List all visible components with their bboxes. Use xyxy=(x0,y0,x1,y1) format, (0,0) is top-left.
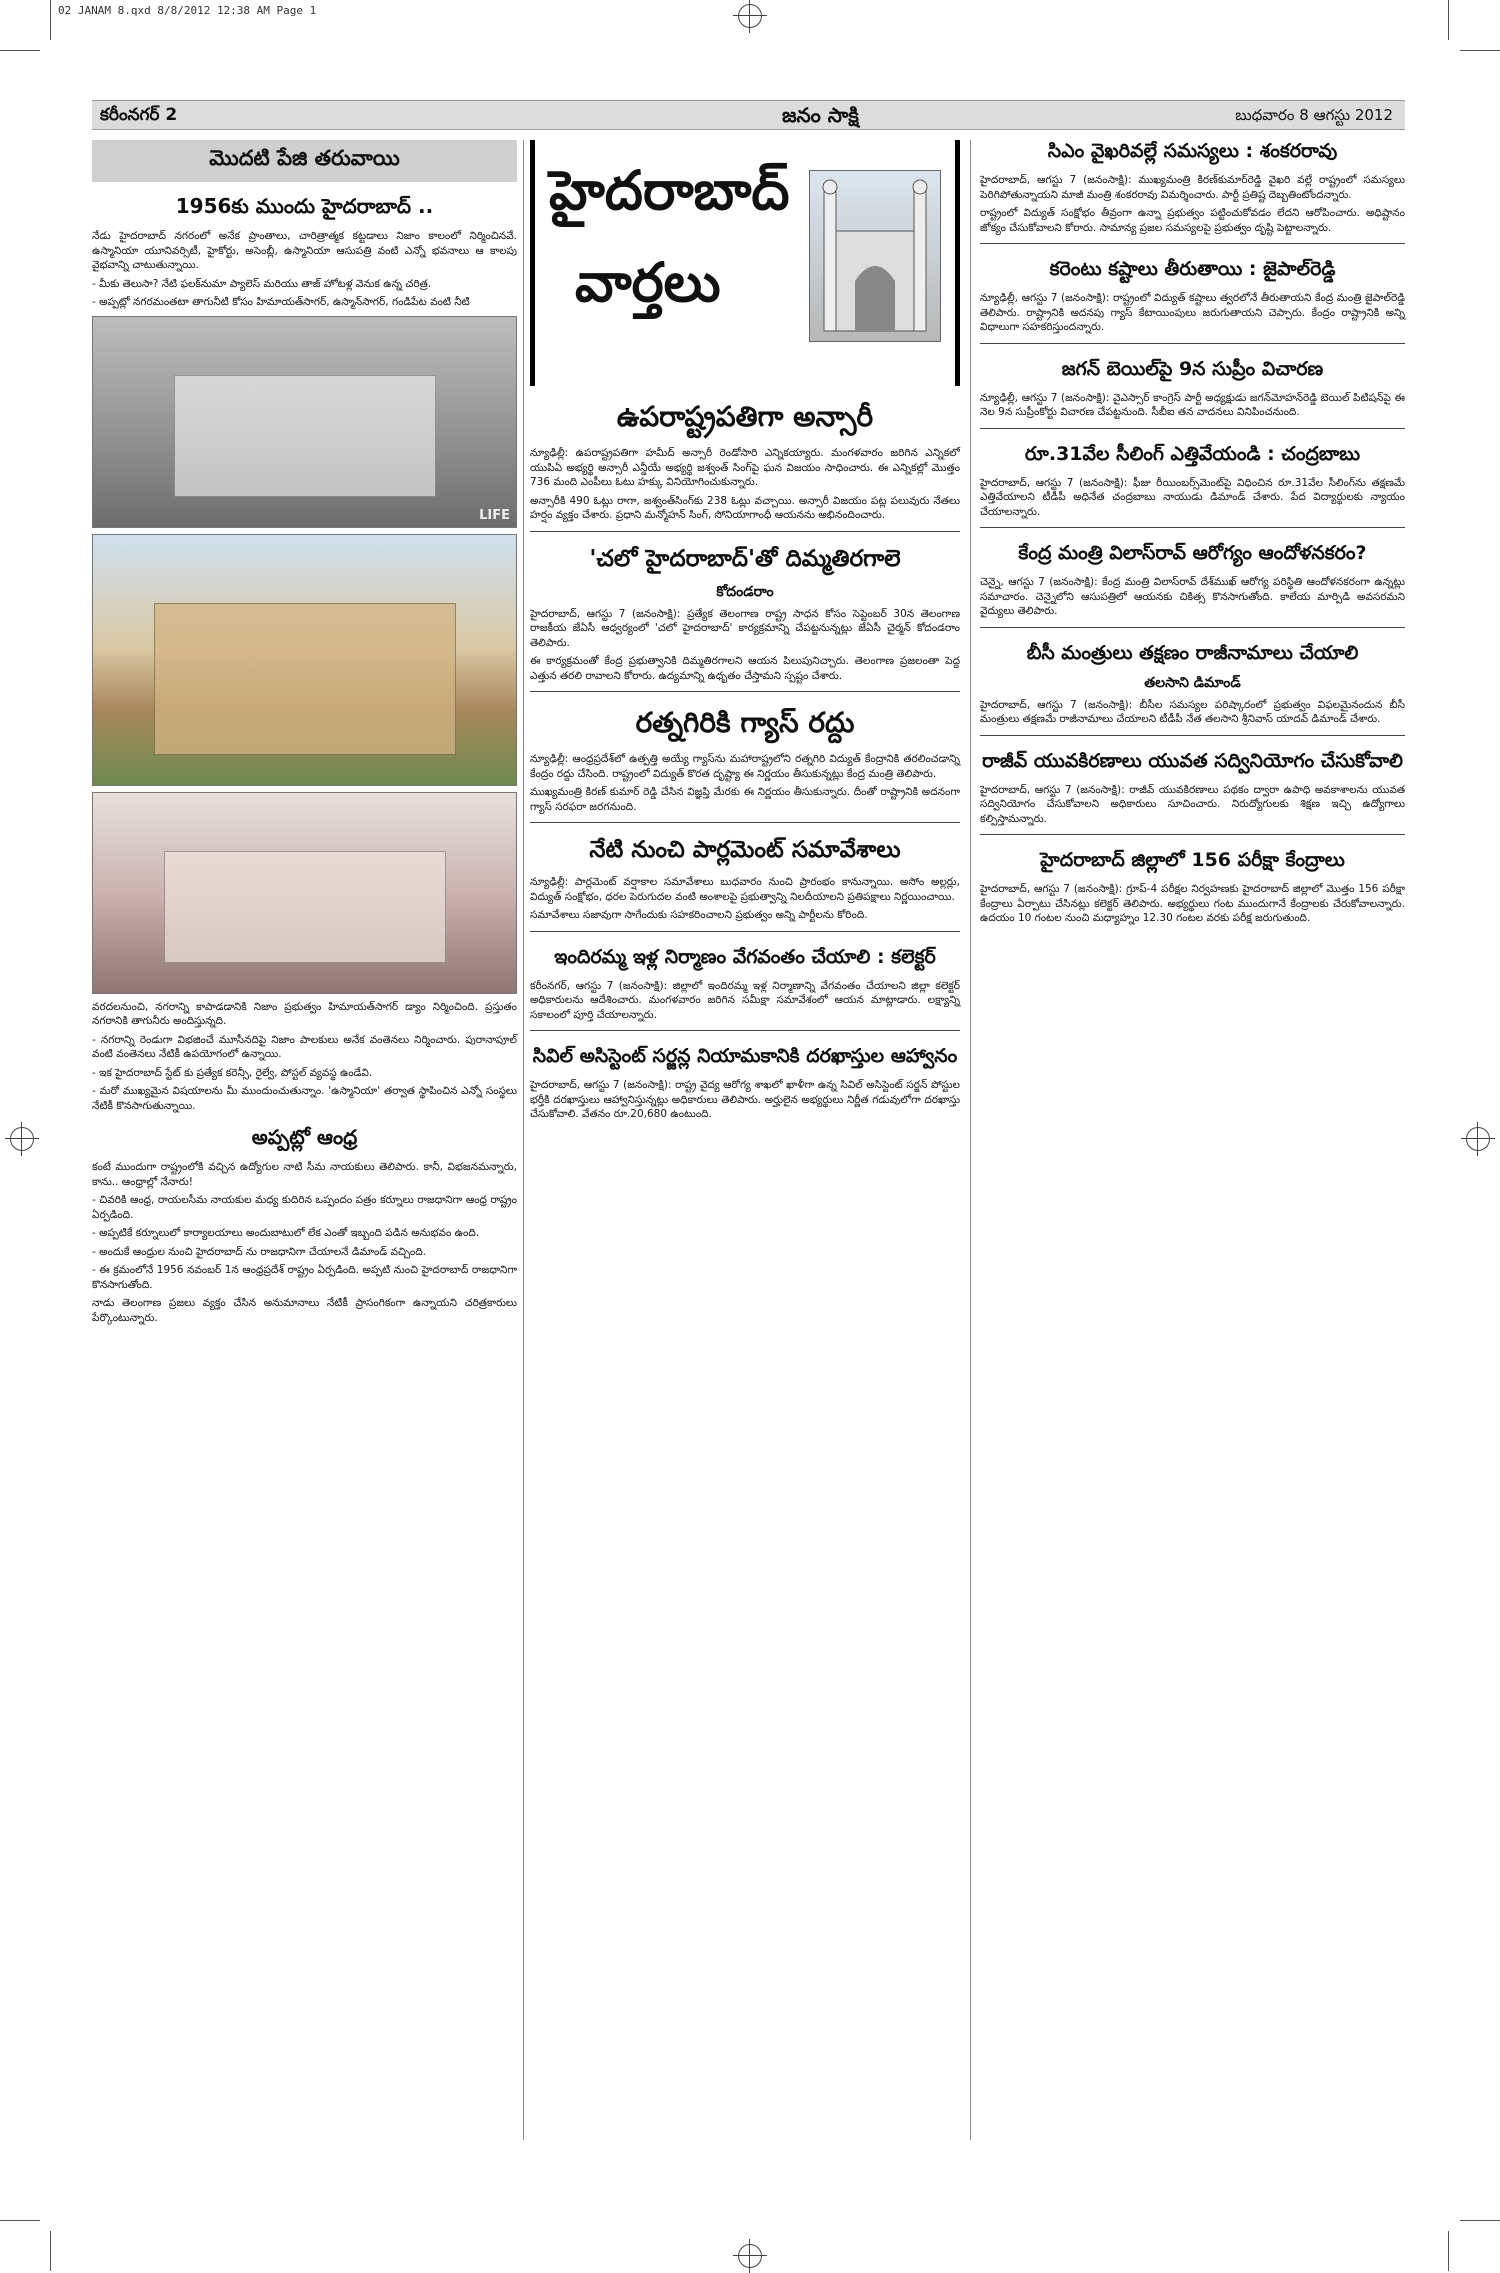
page-date: బుధవారం 8 ఆగస్టు 2012 xyxy=(1235,106,1393,124)
headline: రూ.31వేల సీలింగ్ ఎత్తివేయండి : చంద్రబాబు xyxy=(1024,442,1361,465)
article-paragraph: - మీకు తెలుసా? నేటి ఫలక్‌నుమా ప్యాలెస్ మరియు తాజ్ హోటళ్ల వెనుక ఉన్న చరిత్ర. xyxy=(92,277,432,290)
story-divider xyxy=(530,531,960,532)
story-divider xyxy=(980,243,1405,244)
article-paragraph: - ఈ క్రమంలోనే 1956 నవంబర్ 1న ఆంధ్రప్రదేశ్ రాష్ట్రం ఏర్పడింది. అప్పటి నుంచి హైదరాబాద్ రాజధానిగా కొనసాగుతోంది. xyxy=(92,1264,517,1291)
article-paragraph: న్యూఢిల్లీ: ఉపరాష్ట్రపతిగా హమీద్ అన్సారీ రెండోసారి ఎన్నికయ్యారు. మంగళవారం జరిగిన ఎన్నికలో యుపిఏ అభ్యర్థి అన్సారీ ఎన్డీయే అభ్యర్థి జశ్వంత్ సింగ్‌పై ఘన విజయం సాధించారు. ఈ ఎన్నికల్లో మొత్తం 736 మంది ఎంపీలు ఓటు హక్కు వినియోగించుకున్నారు. xyxy=(530,447,960,488)
byline: తలసాని డిమాండ్ xyxy=(1144,674,1241,691)
trim-mark xyxy=(1460,2220,1500,2221)
historic-palace-photo xyxy=(92,316,517,528)
trim-mark xyxy=(50,2231,51,2271)
article-paragraph: న్యూఢిల్లీ: ఆంధ్రప్రదేశ్‌లో ఉత్పత్తి అయ్యే గ్యాస్‌ను మహారాష్ట్రలోని రత్నగిరి విద్యుత్ కేంద్రానికి తరలించడాన్ని కేంద్రం రద్దు చేసింది. రాష్ట్రంలో విద్యుత్ కొరత దృష్ట్యా ఈ నిర్ణయం తీసుకున్నట్లు కేంద్ర మంత్రి తెలిపారు. xyxy=(530,753,960,780)
trim-mark xyxy=(50,0,51,40)
story-divider xyxy=(980,428,1405,429)
article-paragraph: న్యూఢిల్లీ, ఆగస్టు 7 (జనంసాక్షి): వైఎస్సార్ కాంగ్రెస్ పార్టీ అధ్యక్షుడు జగన్‌మోహన్‌రెడ్డి బెయిల్ పిటిషన్‌పై ఈ నెల 9న సుప్రీంకోర్టు విచారణ చేపట్టనుంది. సీబీఐ తన వాదనలు వినిపించనుంది. xyxy=(980,391,1405,418)
page-section-label: కరీంనగర్ 2 xyxy=(100,105,178,125)
story-divider xyxy=(530,822,960,823)
story-divider xyxy=(980,527,1405,528)
photo-credit: LIFE xyxy=(479,507,510,523)
charminar-photo xyxy=(809,170,941,342)
trim-mark xyxy=(0,2220,40,2221)
registration-mark-icon xyxy=(10,1127,34,1151)
registration-mark-icon xyxy=(1466,1127,1490,1151)
article-paragraph: కరీంనగర్, ఆగస్టు 7 (జనంసాక్షి): జిల్లాలో ఇందిరమ్మ ఇళ్ల నిర్మాణాన్ని వేగవంతం చేయాలని జిల్లా కలెక్టర్ అధికారులను ఆదేశించారు. మంగళవారం జరిగిన సమీక్షా సమావేశంలో ఆయన మాట్లాడారు. లక్ష్యాన్ని సకాలంలో పూర్తి చేయాలన్నారు. xyxy=(530,979,960,1021)
newspaper-logo: జనం సాక్షి xyxy=(782,103,859,127)
story-divider xyxy=(980,627,1405,628)
hyderabad-news-masthead xyxy=(530,140,960,386)
trim-mark xyxy=(0,50,40,51)
article-paragraph: - నగరాన్ని రెండుగా విభజించే మూసీనదిపై నిజాం పాలకులు అనేక వంతెనలు నిర్మించారు. పురానాపూల్ వంటి వంతెనలు నేటికీ ఉపయోగంలో ఉన్నాయి. xyxy=(92,1033,517,1060)
headline: నేటి నుంచి పార్లమెంట్ సమావేశాలు xyxy=(589,837,901,863)
article-paragraph: హైదరాబాద్, ఆగస్టు 7 (జనంసాక్షి): బీసీల సమస్యల పరిష్కారంలో ప్రభుత్వం విఫలమైనందున బీసీ మంత్రులు తక్షణమే రాజీనామాలు చేయాలని టీడీపీ నేత తలసాని శ్రీనివాస్ యాదవ్ డిమాండ్ చేశారు. xyxy=(980,698,1405,725)
column-divider xyxy=(970,140,971,2140)
headline: రాజీవ్ యువకిరణాలు యువత సద్వినియోగం చేసుకోవాలి xyxy=(982,749,1403,772)
article-paragraph: న్యూఢిల్లీ: పార్లమెంట్ వర్షాకాల సమావేశాలు బుధవారం నుంచి ప్రారంభం కానున్నాయి. అసోం అల్లర్లు, విద్యుత్ సంక్షోభం, ధరల పెరుగుదల వంటి అంశాలపై ప్రభుత్వాన్ని నిలదీయాలని ప్రతిపక్షాలు నిర్ణయించాయి. xyxy=(530,876,960,903)
article-paragraph: ముఖ్యమంత్రి కిరణ్ కుమార్ రెడ్డి చేసిన విజ్ఞప్తి మేరకు ఈ నిర్ణయం తీసుకున్నారు. దీంతో రాష్ట్రానికి అదనంగా గ్యాస్ సరఫరా జరగనుంది. xyxy=(530,786,960,813)
article-paragraph: న్యూఢిల్లీ, ఆగస్టు 7 (జనంసాక్షి): రాష్ట్రంలో విద్యుత్ కష్టాలు త్వరలోనే తీరుతాయని కేంద్ర మంత్రి జైపాల్‌రెడ్డి తెలిపారు. రాష్ట్రానికి అదనపు గ్యాస్ కేటాయింపులు జరుగుతాయని చెప్పారు. కేంద్రం రాష్ట్రానికి అన్ని విధాలుగా సహకరిస్తుందన్నారు. xyxy=(980,292,1405,333)
byline: కోదండరాం xyxy=(716,583,774,600)
article-paragraph: - అప్పట్లో నగరమంతటా తాగునీటి కోసం హిమాయత్‌సాగర్, ఉస్మాన్‌సాగర్, గండిపేట వంటి నీటి xyxy=(92,296,470,308)
article-paragraph: ఈ కార్యక్రమంతో కేంద్ర ప్రభుత్వానికి దిమ్మతిరగాలని ఆయన పిలుపునిచ్చారు. తెలంగాణ ప్రజలంతా పెద్ద ఎత్తున తరలి రావాలని కోరారు. ఉద్యమాన్ని ఉధృతం చేస్తామని స్పష్టం చేశారు. xyxy=(530,655,960,682)
registration-mark-icon xyxy=(738,2244,762,2268)
building-shape xyxy=(174,375,436,497)
charminar-icon xyxy=(810,171,940,341)
article-paragraph: - చివరికి ఆంధ్ర, రాయలసీమ నాయకుల మధ్య కుదిరిన ఒప్పందం పత్రం కర్నూలు రాజధానిగా ఆంధ్ర రాష్ట్రం ఏర్పడింది. xyxy=(92,1194,517,1221)
headline: సివిల్ అసిస్టెంట్ సర్జన్ల నియామకానికి దరఖాస్తుల ఆహ్వానం xyxy=(532,1045,958,1067)
column-center xyxy=(530,140,960,1126)
article-paragraph: - ఇక హైదరాబాద్ స్టేట్ కు ప్రత్యేక కరెన్సీ, రైల్వే, పోస్టల్ వ్యవస్థ ఉండేవి. xyxy=(92,1066,373,1079)
article-paragraph: - అప్పటికే కర్నూలులో కార్యాలయాలు అందుబాటులో లేక ఎంతో ఇబ్బంది పడిన అనుభవం ఉంది. xyxy=(92,1227,480,1239)
article-paragraph: సమావేశాలు సజావుగా సాగేందుకు సహకరించాలని ప్రభుత్వం అన్ని పార్టీలను కోరింది. xyxy=(530,909,868,921)
vintage-street-photo xyxy=(92,792,517,994)
article-paragraph: వరదలనుంచి, నగరాన్ని కాపాడడానికి నిజాం ప్రభుత్వం హిమాయత్‌సాగర్ డ్యాం నిర్మించింది. ప్రస్తుతం నగరానికి తాగునీరు అందిస్తున్నది. xyxy=(92,1000,517,1027)
masthead-title: హైదరాబాద్ xyxy=(549,158,790,222)
registration-mark-icon xyxy=(738,4,762,28)
article-paragraph: హైదరాబాద్, ఆగస్టు 7 (జనంసాక్షి): రాష్ట్ర వైద్య ఆరోగ్య శాఖలో ఖాళీగా ఉన్న సివిల్ అసిస్టెంట్ సర్జన్ పోస్టుల భర్తీకి దరఖాస్తులు ఆహ్వానిస్తున్నట్లు అధికారులు తెలిపారు. అర్హులైన అభ్యర్థులు నిర్ణీత గడువులోగా దరఖాస్తు చేసుకోవాలి. వేతనం రూ.20,680 ఉంటుంది. xyxy=(530,1079,960,1120)
column-right xyxy=(980,140,1405,930)
column-divider xyxy=(523,140,524,2140)
osmania-university-photo xyxy=(92,534,517,786)
story-divider xyxy=(980,343,1405,344)
headline: అప్పట్లో ఆంధ్ర xyxy=(251,1125,358,1149)
headline: 'చలో హైదరాబాద్'తో దిమ్మతిరగాలె xyxy=(589,545,901,572)
section-title: మొదటి పేజి తరువాయి xyxy=(92,140,517,182)
headline: కరెంటు కష్టాలు తీరుతాయి : జైపాల్‌రెడ్డి xyxy=(1049,258,1336,280)
article-paragraph: నేడు హైదరాబాద్ నగరంలో అనేక ప్రాంతాలు, చారిత్రాత్మక కట్టడాలు నిజాం కాలంలో నిర్మించినవే. ఉస్మానియా యూనివర్సిటీ, హైకోర్టు, అసెంబ్లీ, ఉస్మానియా ఆసుపత్రి వంటి ఎన్నో భవనాలు ఆ కాలపు వైభవాన్ని చాటుతున్నాయి. xyxy=(92,230,517,271)
headline: హైదరాబాద్ జిల్లాలో 156 పరీక్షా కేంద్రాలు xyxy=(1040,849,1345,871)
article-paragraph: హైదరాబాద్, ఆగస్టు 7 (జనంసాక్షి): గ్రూప్-4 పరీక్షల నిర్వహణకు హైదరాబాద్ జిల్లాలో మొత్తం 156 పరీక్షా కేంద్రాలు ఏర్పాటు చేసినట్లు కలెక్టర్ తెలిపారు. అభ్యర్థులు గంట ముందుగానే కేంద్రాలకు చేరుకోవాలన్నారు. ఉదయం 10 గంటల నుంచి మధ్యాహ్నం 12.30 గంటల వరకు పరీక్ష జరుగుతుంది. xyxy=(980,883,1405,924)
article-paragraph: అన్సారీకి 490 ఓట్లు రాగా, జశ్వంత్‌సింగ్‌కు 238 ఓట్లు వచ్చాయి. అన్సారీ విజయం పట్ల పలువురు నేతలు హర్షం వ్యక్తం చేశారు. ప్రధాని మన్మోహన్ సింగ్, సోనియాగాంధీ ఆయనను అభినందించారు. xyxy=(530,494,960,521)
article-paragraph: హైదరాబాద్, ఆగస్టు 7 (జనంసాక్షి): ముఖ్యమంత్రి కిరణ్‌కుమార్‌రెడ్డి వైఖరి వల్లే రాష్ట్రంలో సమస్యలు పెరిగిపోతున్నాయని మాజీ మంత్రి శంకరరావు విమర్శించారు. పార్టీ ప్రతిష్ట దెబ్బతింటోందన్నారు. xyxy=(980,174,1405,201)
article-paragraph: - అందుకే ఆంధ్రుల నుంచి హైదరాబాద్ ను రాజధానిగా చేయాలనే డిమాండ్ వచ్చింది. xyxy=(92,1245,426,1258)
article-paragraph: హైదరాబాద్, ఆగస్టు 7 (జనంసాక్షి): ఫీజు రీయింబర్స్‌మెంట్‌పై విధించిన రూ.31వేల సీలింగ్‌ను తక్షణమే ఎత్తివేయాలని టీడీపీ అధినేత చంద్రబాబు నాయుడు డిమాండ్ చేశారు. పేద విద్యార్థులకు న్యాయం చేయాలన్నారు. xyxy=(980,476,1405,518)
print-slug: 02 JANAM 8.qxd 8/8/2012 12:38 AM Page 1 xyxy=(58,4,317,17)
headline: రత్నగిరికి గ్యాస్ రద్దు xyxy=(635,706,855,739)
page-header xyxy=(92,100,1405,130)
headline: ఇందిరమ్మ ఇళ్ల నిర్మాణం వేగవంతం చేయాలి : కలెక్టర్ xyxy=(554,945,936,968)
story-divider xyxy=(530,931,960,932)
story-divider xyxy=(530,691,960,692)
article-paragraph: - మరో ముఖ్యమైన విషయాలను మీ ముందుంచుతున్నాం. 'ఉస్మానియా' తర్వాత స్థాపించిన ఎన్నో సంస్థలు నేటికీ కొనసాగుతున్నాయి. xyxy=(92,1085,517,1112)
masthead-subtitle: వార్తలు xyxy=(575,250,721,314)
trim-mark xyxy=(1448,2231,1449,2271)
story-divider xyxy=(980,834,1405,835)
building-shape xyxy=(164,851,446,963)
headline: జగన్ బెయిల్‌పై 9న సుప్రీం విచారణ xyxy=(1061,357,1324,380)
headline: 1956కు ముందు హైదరాబాద్ .. xyxy=(175,194,434,218)
article-paragraph: నాడు తెలంగాణ ప్రజలు వ్యక్తం చేసిన అనుమానాలు నేటికీ ప్రాసంగికంగా ఉన్నాయని చరిత్రకారులు పేర్కొంటున్నారు. xyxy=(92,1297,517,1324)
headline: బీసీ మంత్రులు తక్షణం రాజీనామాలు చేయాలి xyxy=(1026,641,1359,664)
story-divider xyxy=(980,735,1405,736)
headline: కేంద్ర మంత్రి విలాస్‌రావ్ ఆరోగ్యం ఆందోళనకరం? xyxy=(1018,542,1367,564)
article-paragraph: చెన్నై, ఆగస్టు 7 (జనంసాక్షి): కేంద్ర మంత్రి విలాస్‌రావ్ దేశ్‌ముఖ్ ఆరోగ్య పరిస్థితి ఆందోళనకరంగా ఉన్నట్లు సమాచారం. చెన్నైలోని ఆసుపత్రిలో ఆయనకు చికిత్స కొనసాగుతోంది. కాలేయ మార్పిడి అవసరమని వైద్యులు తెలిపారు. xyxy=(980,576,1405,617)
building-shape xyxy=(154,603,456,755)
headline: ఉపరాష్ట్రపతిగా అన్సారీ xyxy=(616,400,874,433)
trim-mark xyxy=(1460,50,1500,51)
article-paragraph: హైదరాబాద్, ఆగస్టు 7 (జనంసాక్షి): రాజీవ్ యువకిరణాలు పథకం ద్వారా ఉపాధి అవకాశాలను యువత సద్వినియోగం చేసుకోవాలని అధికారులు సూచించారు. నిరుద్యోగులకు శిక్షణ ఇచ్చి ఉద్యోగాలు కల్పిస్తామన్నారు. xyxy=(980,783,1405,825)
headline: సిఎం వైఖరివల్లే సమస్యలు : శంకరరావు xyxy=(1047,140,1338,162)
article-paragraph: హైదరాబాద్, ఆగస్టు 7 (జనంసాక్షి): ప్రత్యేక తెలంగాణ రాష్ట్ర సాధన కోసం సెప్టెంబర్ 30న తెలంగాణ రాజకీయ జేఏసీ ఆధ్వర్యంలో 'చలో హైదరాబాద్' కార్యక్రమాన్ని చేపట్టనున్నట్లు జేఏసీ చైర్మన్ కోదండరాం తెలిపారు. xyxy=(530,607,960,649)
trim-mark xyxy=(1448,0,1449,40)
story-divider xyxy=(530,1030,960,1031)
article-paragraph: రాష్ట్రంలో విద్యుత్ సంక్షోభం తీవ్రంగా ఉన్నా ప్రభుత్వం పట్టించుకోవడం లేదని ఆరోపించారు. అధిష్టానం జోక్యం చేసుకోవాలని కోరారు. సామాన్య ప్రజల సమస్యలపై ప్రభుత్వం దృష్టి పెట్టాలన్నారు. xyxy=(980,207,1405,234)
article-paragraph: కంటే ముందుగా రాష్ట్రంలోకి వచ్చిన ఉద్యోగుల నాటి సీమ నాయకులు తెలిపారు. కానీ, విభజనమన్నారు, కాను.. ఆంధ్రాల్లో నేనారు! xyxy=(92,1161,517,1188)
column-left xyxy=(92,140,517,1329)
